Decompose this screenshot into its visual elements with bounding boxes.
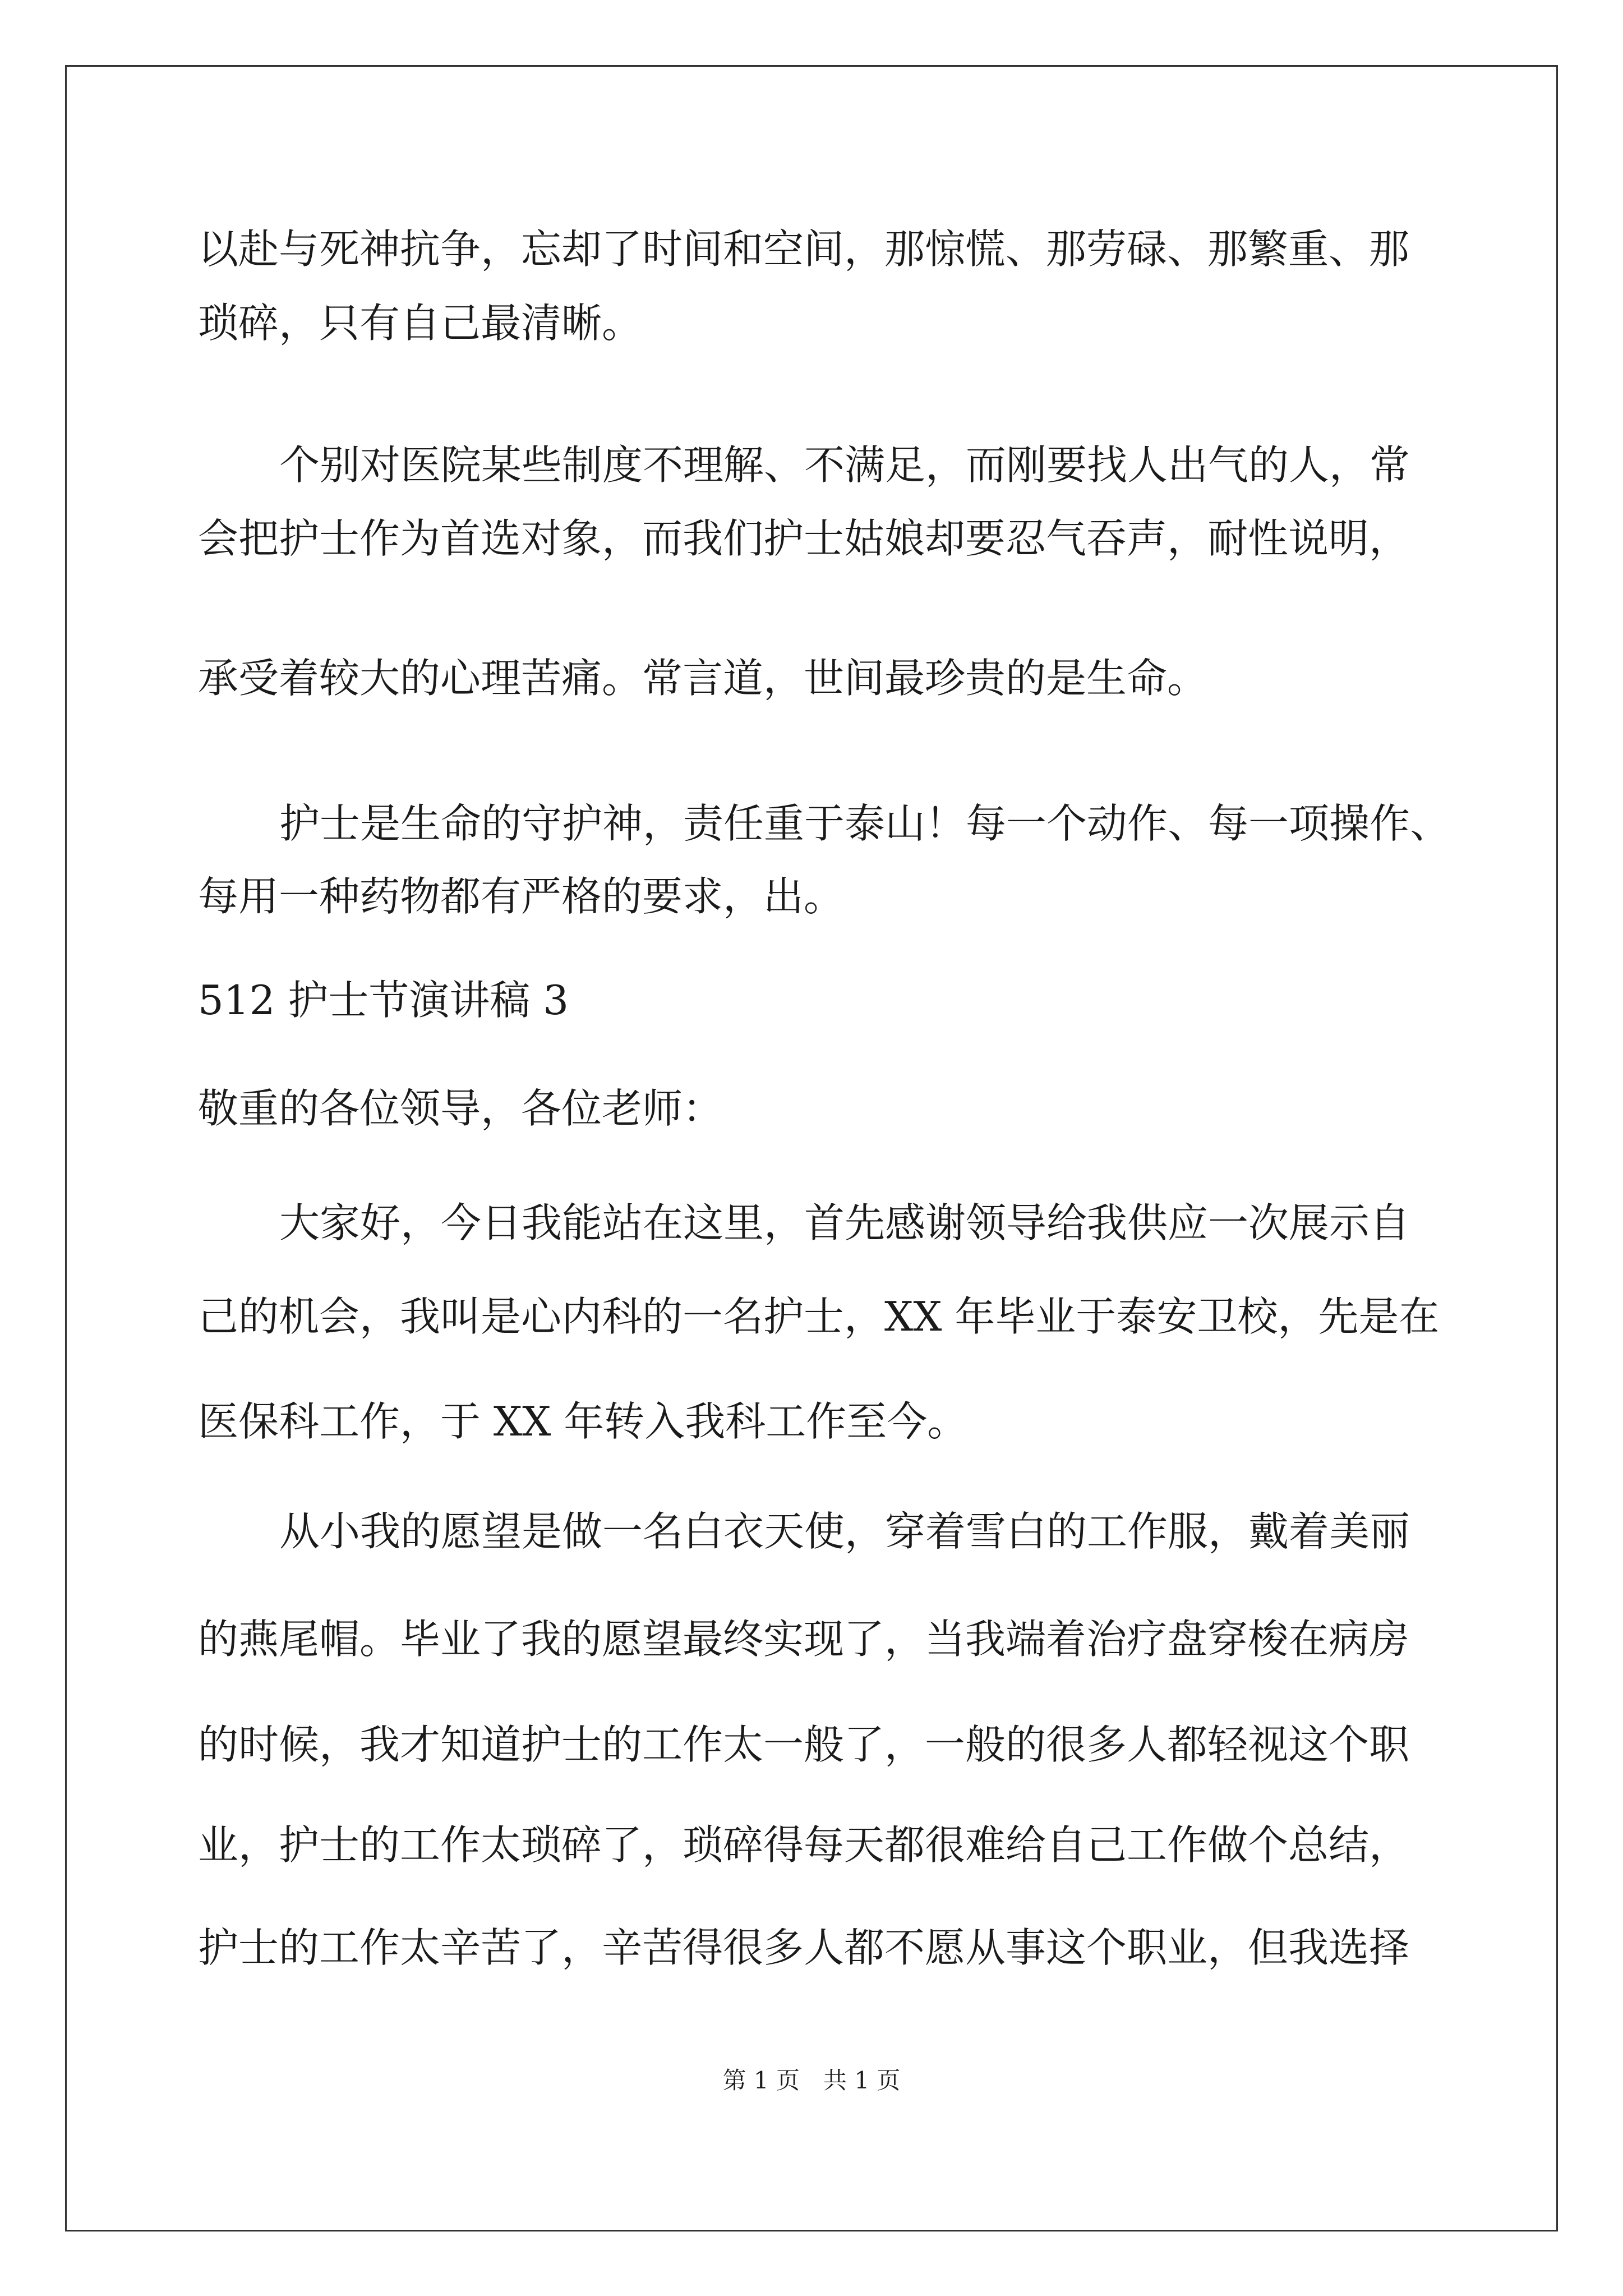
text-line: 会把护士作为首选对象，而我们护士姑娘却要忍气吞声，耐性说明， <box>198 515 1410 562</box>
text-line: 己的机会，我叫是心内科的一名护士，XX 年毕业于泰安卫校，先是在 <box>198 1293 1440 1340</box>
text-line: 的燕尾帽。毕业了我的愿望最终实现了，当我端着治疗盘穿梭在病房 <box>198 1616 1410 1663</box>
text-line: 琐碎，只有自己最清晰。 <box>198 300 643 347</box>
page-number: 第 1 页 共 1 页 <box>722 2067 901 2094</box>
text-line: 的时候，我才知道护士的工作太一般了，一般的很多人都轻视这个职 <box>198 1721 1410 1768</box>
text-line: 护士是生命的守护神，责任重于泰山！每一个动作、每一项操作、 <box>279 800 1451 847</box>
page-border <box>65 65 1558 2231</box>
text-line: 个别对医院某些制度不理解、不满足，而刚要找人出气的人，常 <box>279 441 1410 489</box>
text-line: 业，护士的工作太琐碎了，琐碎得每天都很难给自己工作做个总结， <box>198 1821 1410 1869</box>
section-heading: 512 护士节演讲稿 3 <box>198 977 569 1024</box>
text-line: 从小我的愿望是做一名白衣天使，穿着雪白的工作服，戴着美丽 <box>279 1508 1410 1555</box>
text-line: 承受着较大的心理苦痛。常言道，世间最珍贵的是生命。 <box>198 655 1208 702</box>
salutation: 敬重的各位领导，各位老师： <box>198 1085 723 1132</box>
text-line: 护士的工作太辛苦了，辛苦得很多人都不愿从事这个职业，但我选择 <box>198 1924 1410 1971</box>
text-line: 医保科工作，于 XX 年转入我科工作至今。 <box>198 1398 968 1445</box>
text-line: 大家好，今日我能站在这里，首先感谢领导给我供应一次展示自 <box>279 1199 1410 1246</box>
text-line: 每用一种药物都有严格的要求，出。 <box>198 873 845 920</box>
text-line: 以赴与死神抗争，忘却了时间和空间，那惊慌、那劳碌、那繁重、那 <box>198 226 1410 273</box>
